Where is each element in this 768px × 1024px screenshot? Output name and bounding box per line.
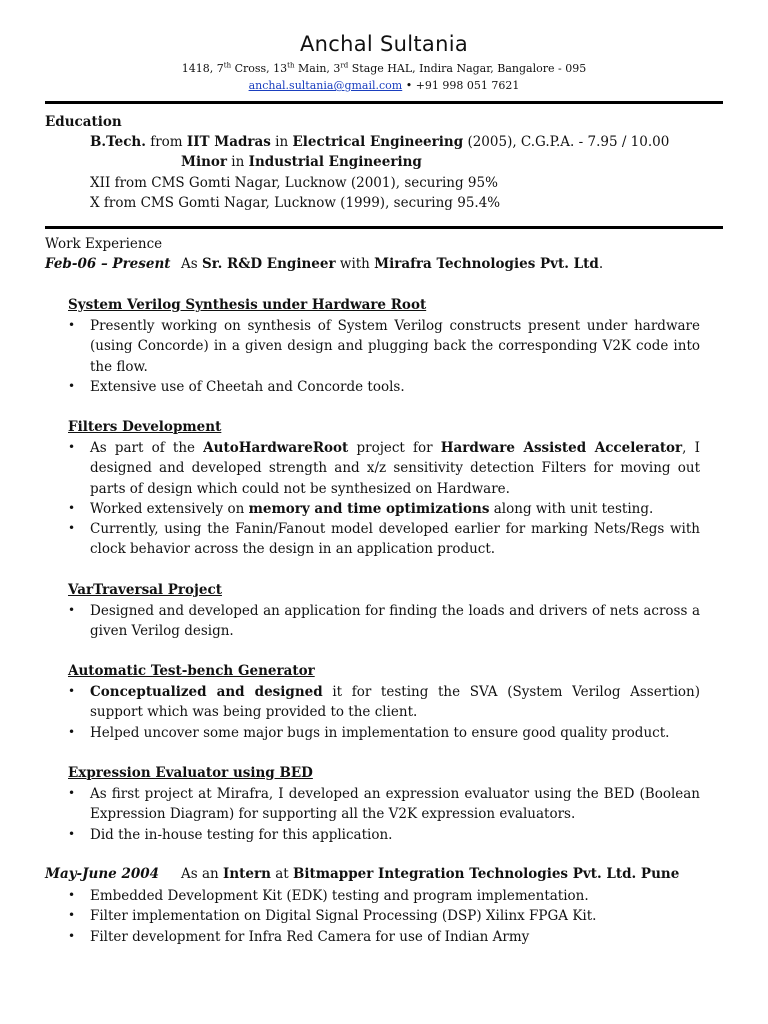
bullet-icon: • xyxy=(68,521,76,535)
address: 1418, 7th Cross, 13th Main, 3rd Stage HAL, Indira Nagar, Bangalore - 095 xyxy=(181,61,587,75)
list-item: Presently working on synthesis of System Verilog constructs present under hardware (using Concorde) in a given design and plugging back the corresponding V2K code into the flow. xyxy=(90,318,700,375)
bullet-icon: • xyxy=(68,318,76,332)
list-item: Conceptualized and designed it for testing the SVA (System Verilog Assertion) support which was being provided to the client. xyxy=(90,684,700,721)
list-item: Did the in-house testing for this application. xyxy=(90,827,393,843)
bullet-icon: • xyxy=(68,501,76,515)
candidate-name: Anchal Sultania xyxy=(300,32,468,56)
bullet-icon: • xyxy=(68,929,76,943)
job-dates: May-June 2004 xyxy=(45,866,160,882)
list-item: Filter development for Infra Red Camera for use of Indian Army xyxy=(90,929,530,945)
bullet-icon: • xyxy=(68,725,76,739)
list-item: Currently, using the Fanin/Fanout model developed earlier for marking Nets/Regs with clock behavior across the design in an application product. xyxy=(90,521,700,558)
bullet-icon: • xyxy=(68,603,76,617)
project-title: System Verilog Synthesis under Hardware Root xyxy=(68,297,427,313)
bullet-icon: • xyxy=(68,908,76,922)
education-x: X from CMS Gomti Nagar, Lucknow (1999), securing 95.4% xyxy=(90,195,501,211)
list-item: Filter implementation on Digital Signal Processing (DSP) Xilinx FPGA Kit. xyxy=(90,908,597,924)
divider xyxy=(45,101,723,104)
list-item: Extensive use of Cheetah and Concorde tools. xyxy=(90,379,405,395)
job-dates: Feb-06 – Present xyxy=(45,256,171,272)
contact-line: anchal.sultania@gmail.com • +91 998 051 7621 xyxy=(248,79,520,92)
work-experience-heading: Work Experience xyxy=(45,236,163,252)
list-item: Worked extensively on memory and time optimizations along with unit testing. xyxy=(90,501,654,517)
education-heading: Education xyxy=(45,114,122,130)
project-title: Expression Evaluator using BED xyxy=(68,765,313,781)
bullet-icon: • xyxy=(68,827,76,841)
list-item: Helped uncover some major bugs in implementation to ensure good quality product. xyxy=(90,725,670,741)
bullet-icon: • xyxy=(68,379,76,393)
bullet-icon: • xyxy=(68,440,76,454)
bullet-icon: • xyxy=(68,684,76,698)
list-item: As first project at Mirafra, I developed an expression evaluator using the BED (Boolean Expression Diagram) for supporting all the V2K expression evaluators. xyxy=(90,786,700,823)
education-xii: XII from CMS Gomti Nagar, Lucknow (2001), securing 95% xyxy=(90,175,498,191)
phone-number: +91 998 051 7621 xyxy=(415,79,520,92)
project-title: Automatic Test-bench Generator xyxy=(68,663,315,679)
education-minor: Minor in Industrial Engineering xyxy=(181,154,422,170)
list-item: Embedded Development Kit (EDK) testing and program implementation. xyxy=(90,888,589,904)
divider xyxy=(45,226,723,229)
job-title-line: As an Intern at Bitmapper Integration Technologies Pvt. Ltd. Pune xyxy=(181,866,680,882)
list-item: Designed and developed an application for finding the loads and drivers of nets across a given Verilog design. xyxy=(90,603,700,640)
project-title: Filters Development xyxy=(68,419,222,435)
email-link[interactable]: anchal.sultania@gmail.com xyxy=(248,79,403,92)
bullet-icon: • xyxy=(68,888,76,902)
bullet-icon: • xyxy=(68,786,76,800)
project-title: VarTraversal Project xyxy=(68,582,222,598)
list-item: As part of the AutoHardwareRoot project for Hardware Assisted Accelerator, I designed and developed strength and x/z sensitivity detection Filters for moving out parts of design which could not be synthesized on Hardware. xyxy=(90,440,700,497)
job-title-line: As Sr. R&D Engineer with Mirafra Technologies Pvt. Ltd. xyxy=(181,256,604,272)
education-btech: B.Tech. from IIT Madras in Electrical Engineering (2005), C.G.P.A. - 7.95 / 10.00 xyxy=(90,134,670,150)
